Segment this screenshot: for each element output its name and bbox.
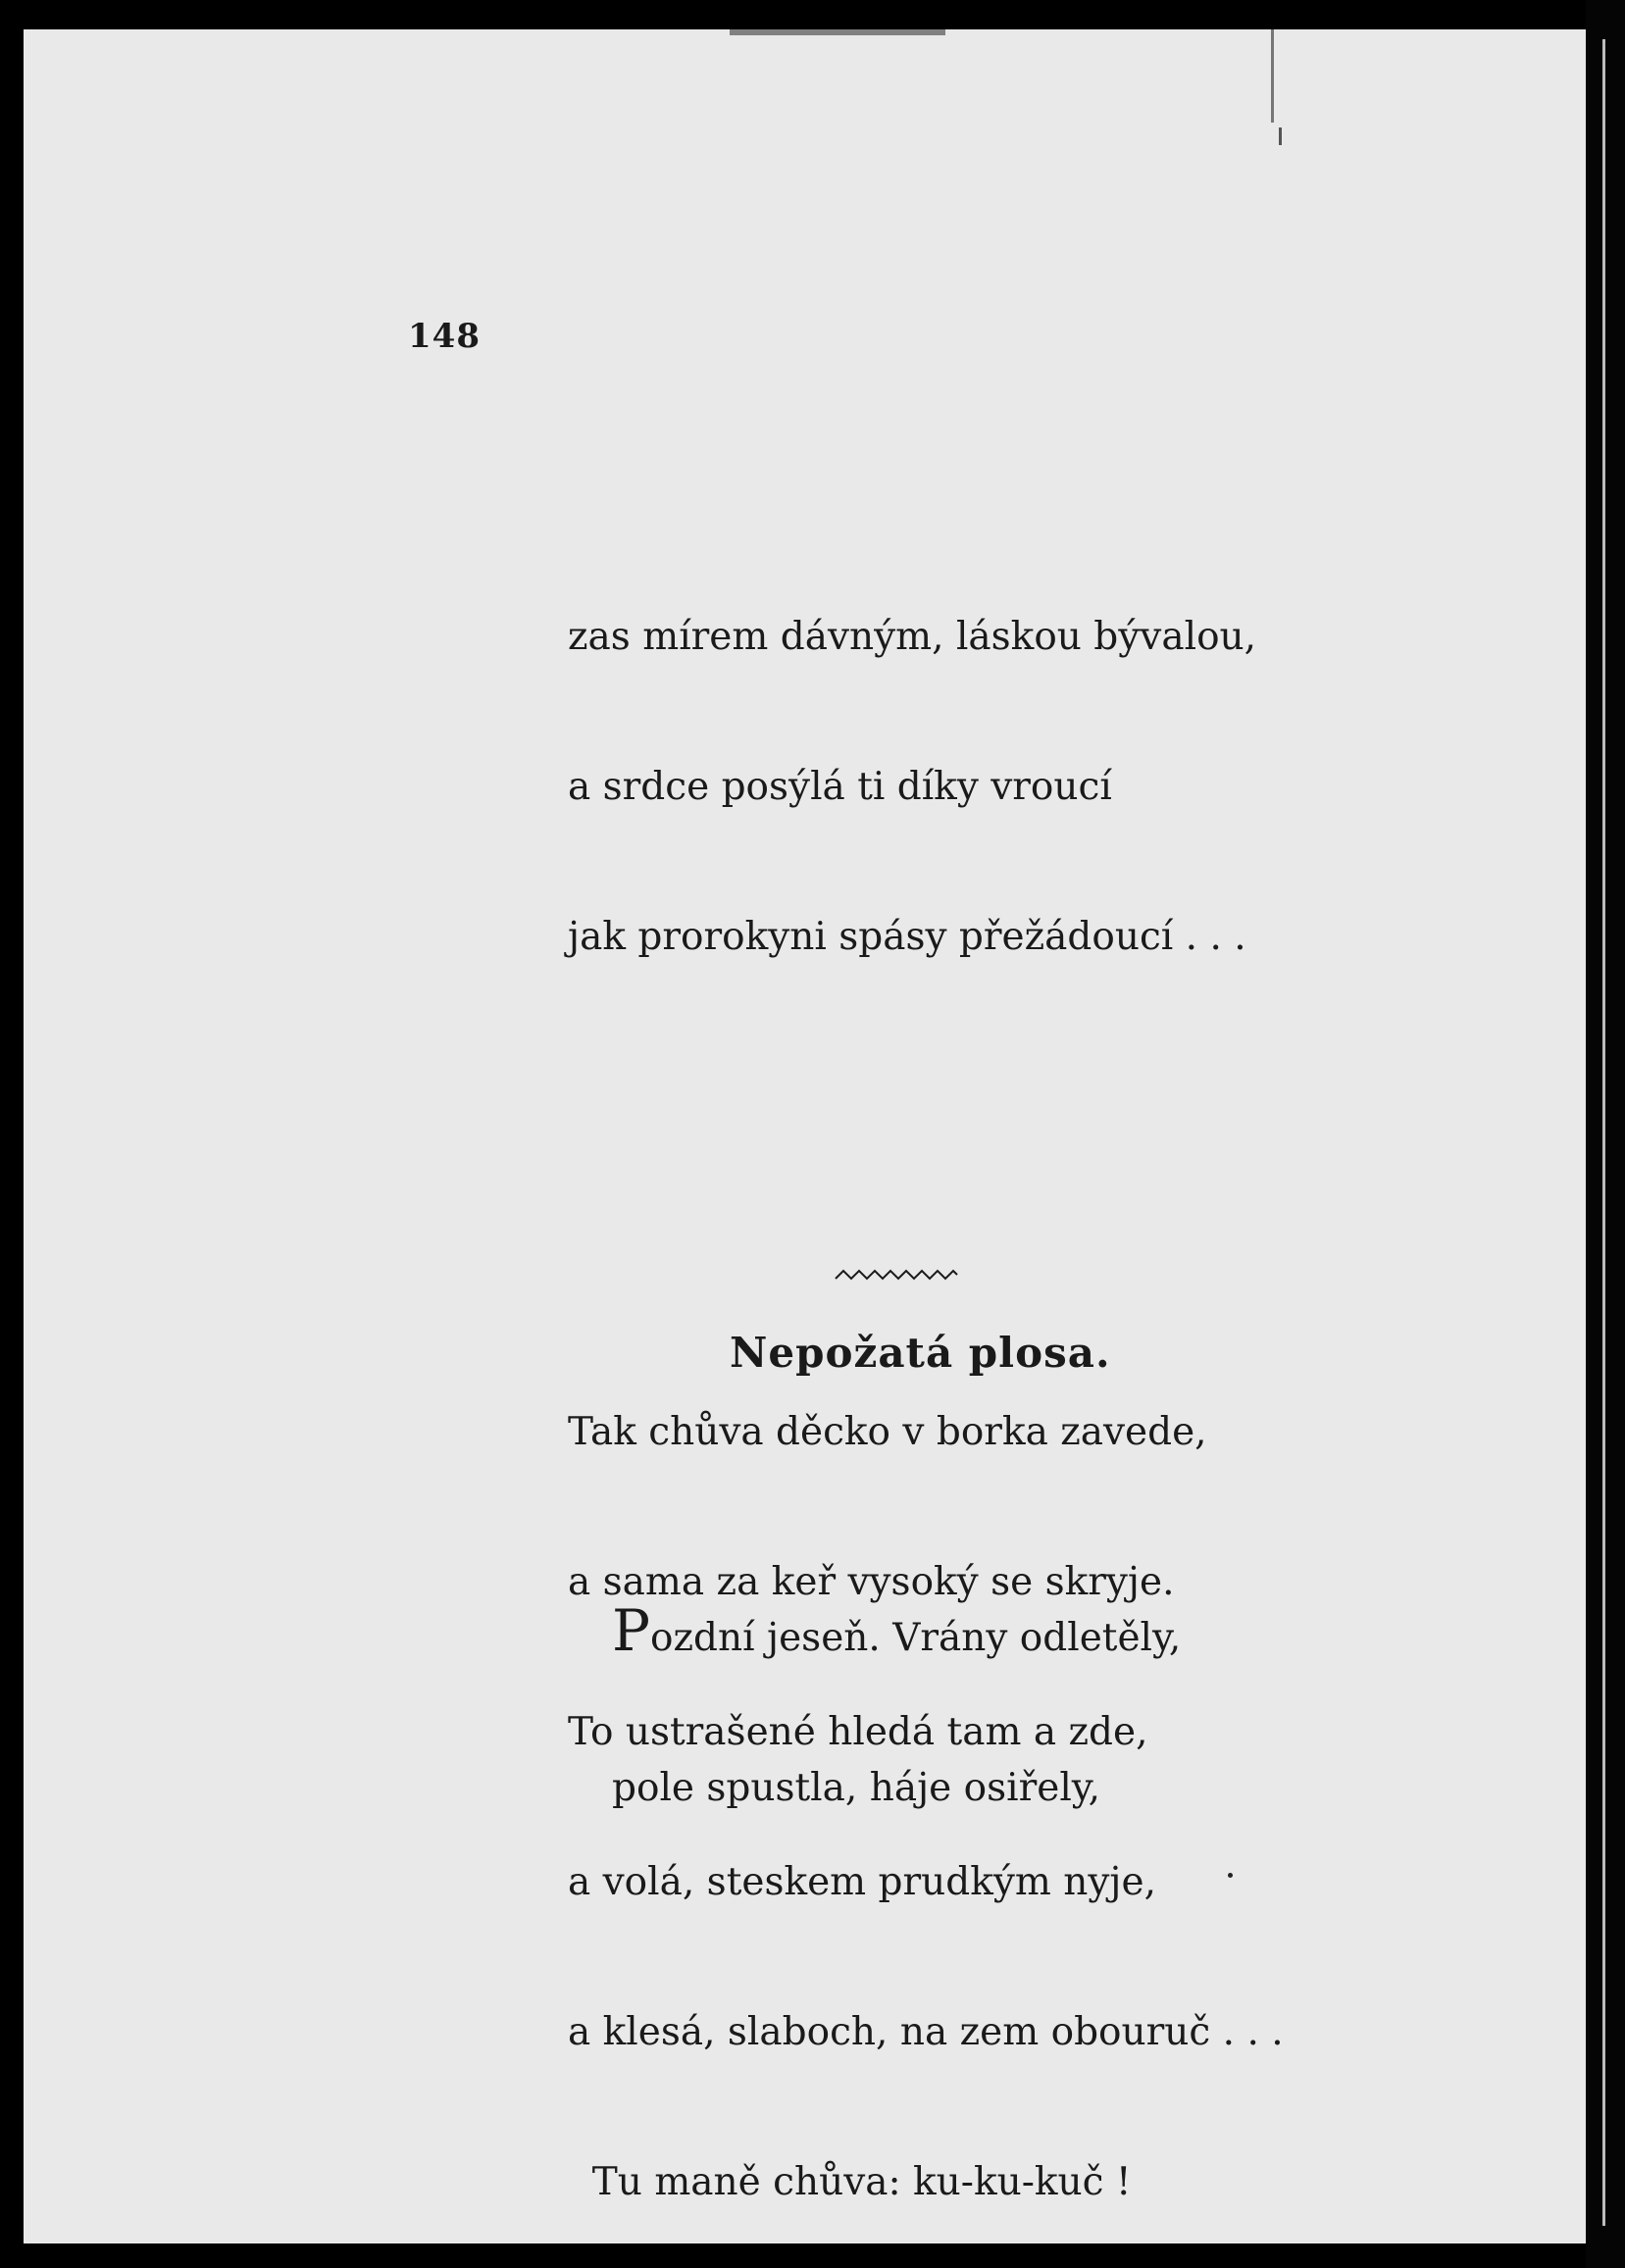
verse-line: Tu maně chůva: ku-ku-kuč ! <box>568 2160 1132 2204</box>
verse-line: jak prorokyni spásy přežádoucí . . . <box>568 915 1246 959</box>
ornament-divider <box>834 1267 959 1283</box>
scan-border-line <box>1602 39 1605 2226</box>
verse-line: Tak chůva děcko v borka zavede, <box>568 1410 1207 1454</box>
stanza <box>568 512 1366 1062</box>
verse-line <box>612 1597 1305 1664</box>
verse-line: pole spustla, háje osiřely, <box>612 1766 1101 1810</box>
stanza <box>612 2150 1305 2243</box>
scan-artifact-top <box>730 29 945 35</box>
scan-border-right <box>1586 0 1625 2268</box>
verse-line: a klesá, slaboch, na zem obouruč . . . <box>568 2010 1284 2054</box>
book-page <box>24 29 1588 2243</box>
verse-line: zas mírem dávným, láskou bývalou, <box>568 615 1257 659</box>
page-number: 148 <box>408 317 481 356</box>
stanza-gap <box>568 1162 1366 1207</box>
verse-line: a sama za keř vysoký se skryje. <box>568 1560 1175 1604</box>
drop-cap: P <box>612 1597 651 1664</box>
poem-body <box>612 1411 1305 2243</box>
verse-line: a srdce posýlá ti díky vroucí <box>568 765 1112 809</box>
scan-artifact-fold-line <box>1271 29 1274 123</box>
stanza-gap <box>612 2013 1305 2050</box>
verse-line: a volá, steskem prudkým nyje, <box>568 1860 1157 1904</box>
stanza <box>612 1511 1305 1913</box>
scan-artifact-fold-dot <box>1279 127 1282 145</box>
verse-line: To ustrašené hledá tam a zde, <box>568 1710 1148 1754</box>
verse-text: ozdní jeseň. Vrány odletěly, <box>650 1616 1182 1660</box>
poem-title: Nepožatá plosa. <box>730 1329 1111 1377</box>
